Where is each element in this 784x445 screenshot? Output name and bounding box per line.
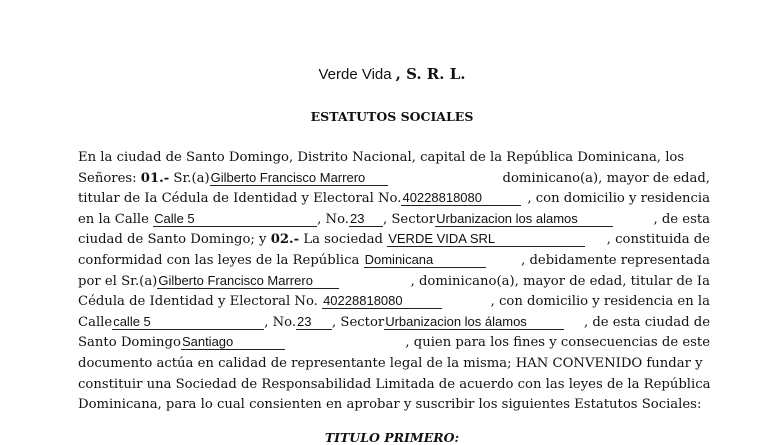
person-name-field-2[interactable]: Gilberto Francisco Marrero bbox=[157, 274, 339, 289]
company-name: Verde Vida bbox=[318, 66, 392, 83]
number-field-2[interactable]: 23 bbox=[296, 315, 332, 330]
number-field-1[interactable]: 23 bbox=[349, 212, 383, 227]
document-heading: ESTATUTOS SOCIALES bbox=[310, 109, 474, 124]
paragraph-line-10: Santo DomingoSantiago , quien para los fines y consecuencias de este bbox=[78, 334, 710, 351]
paragraph-line-1: En la ciudad de Santo Domingo, Distrito Nacional, capital de la República Dominicana, los bbox=[78, 150, 685, 165]
cedula-field-1[interactable]: 40228818080 bbox=[401, 191, 521, 206]
title-heading: TITULO PRIMERO: bbox=[324, 430, 460, 445]
paragraph-line-4: en la Calle Calle 5 , No.23 , SectorUrbanizacion los alamos , de esta bbox=[78, 210, 710, 227]
street-field-2[interactable]: calle 5 bbox=[112, 315, 264, 330]
paragraph-line-6: conformidad con las leyes de la República Dominicana , debidamente representada bbox=[78, 251, 710, 268]
paragraph-line-7: por el Sr.(a)Gilberto Francisco Marrero , dominicano(a), mayor de edad, titular de Ia bbox=[78, 272, 710, 289]
paragraph-line-13: Dominicana, para lo cual consienten en aprobar y suscribir los siguientes Estatutos Sociales: bbox=[78, 397, 702, 413]
paragraph-line-5: ciudad de Santo Domingo; y 02.- La sociedad VERDE VIDA SRL , constituida de bbox=[78, 231, 710, 248]
person-name-field-1[interactable]: Gilberto Francisco Marrero bbox=[210, 171, 388, 186]
street-field-1[interactable]: Calle 5 bbox=[153, 212, 317, 227]
sector-field-2[interactable]: Urbanizacion los álamos bbox=[384, 315, 564, 330]
paragraph-line-2: Señores: 01.- Sr.(a)Gilberto Francisco Marrero dominicano(a), mayor de edad, bbox=[78, 169, 710, 186]
city-field[interactable]: Santiago bbox=[181, 335, 285, 350]
paragraph-line-12: constituir una Sociedad de Responsabilidad Limitada de acuerdo con las leyes de la República bbox=[78, 376, 711, 392]
statutes-paragraph bbox=[78, 148, 710, 416]
paragraph-line-8: Cédula de Identidad y Electoral No. 40228818080 , con domicilio y residencia en la bbox=[78, 293, 710, 310]
company-field[interactable]: VERDE VIDA SRL bbox=[387, 232, 585, 247]
cedula-field-2[interactable]: 40228818080 bbox=[322, 294, 442, 309]
company-suffix: , S. R. L. bbox=[395, 65, 466, 83]
paragraph-line-9: Callecalle 5 , No.23 , SectorUrbanizacion los álamos , de esta ciudad de bbox=[78, 313, 710, 330]
sector-field-1[interactable]: Urbanizacion los alamos bbox=[435, 212, 613, 227]
paragraph-line-11: documento actúa en calidad de representante legal de la misma; HAN CONVENIDO fundar y bbox=[78, 355, 703, 371]
paragraph-line-3: titular de Ia Cédula de Identidad y Electoral No.40228818080 , con domicilio y residencia bbox=[78, 190, 710, 207]
republic-field[interactable]: Dominicana bbox=[364, 253, 486, 268]
document-title bbox=[0, 65, 784, 83]
